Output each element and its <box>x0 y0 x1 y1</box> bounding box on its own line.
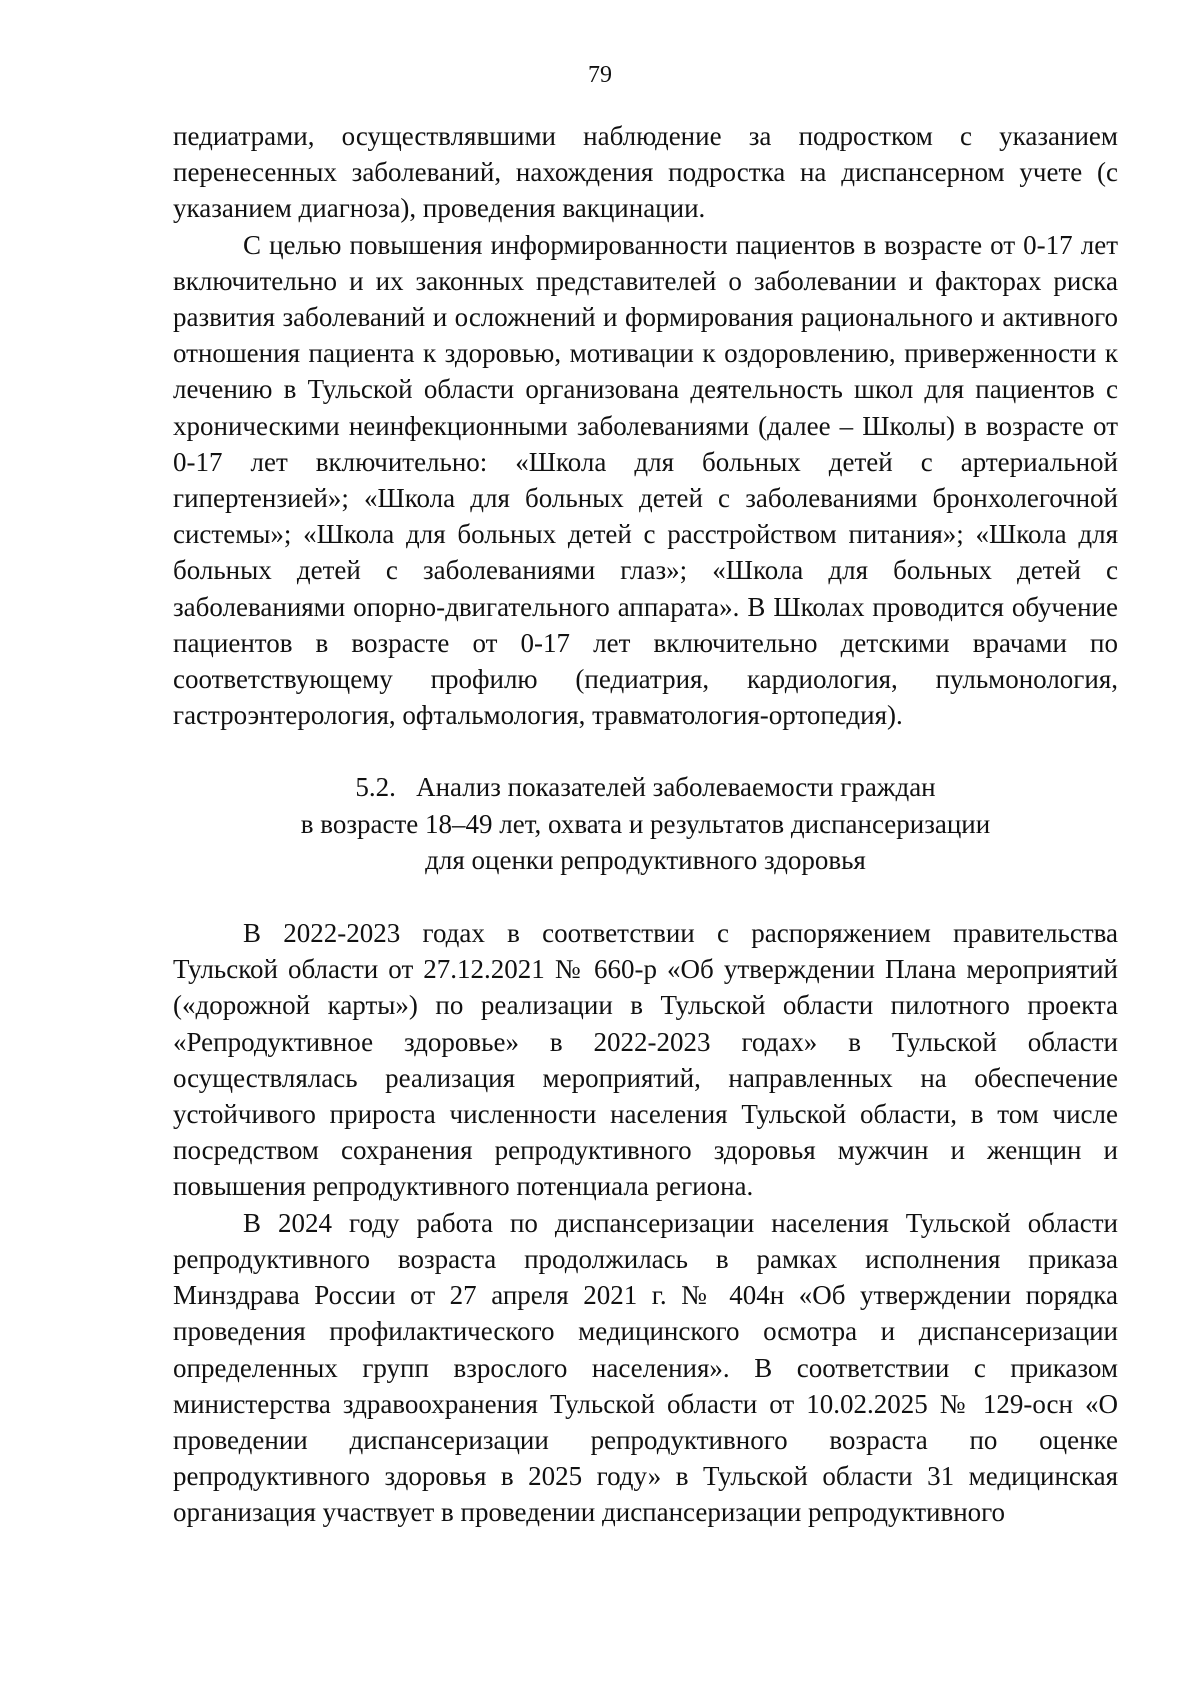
paragraph: С целью повышения информированности пациентов в возрасте от 0-17 лет включительно и их законных представителей о заболевании и факторах риска развития заболеваний и осложнений и формирования рационального и активного отношения пациента к здоровью, мотивации к оздоровлению, приверженности к лечению в Тульской области организована деятельность школ для пациентов с хроническими неинфекционными заболеваниями (далее – Школы) в возрасте от 0-17 лет включительно: «Школа для больных детей с артериальной гипертензией»; «Школа для больных детей с заболеваниями бронхолегочной системы»; «Школа для больных детей с расстройством питания»; «Школа для больных детей с заболеваниями глаз»; «Школа для больных детей с заболеваниями опорно-двигательного аппарата». В Школах проводится обучение пациентов в возрасте от 0-17 лет включительно детскими врачами по соответствующему профилю (педиатрия, кардиология, пульмонология, гастроэнтерология, офтальмология, травматология-ортопедия). <box>173 229 1118 731</box>
section-heading <box>173 769 1118 878</box>
paragraph: В 2022-2023 годах в соответствии с распоряжением правительства Тульской области от 27.12.2021 № 660-р «Об утверждении Плана мероприятий («дорожной карты») по реализации в Тульской области пилотного проекта «Репродуктивное здоровье» в 2022-2023 годах» в Тульской области осуществлялась реализация мероприятий, направленных на обеспечение устойчивого прироста численности населения Тульской области, в том числе посредством сохранения репродуктивного здоровья мужчин и женщин и повышения репродуктивного потенциала региона. <box>173 918 1118 1202</box>
section-heading-line: в возрасте 18–49 лет, охвата и результатов диспансеризации <box>300 808 991 839</box>
section-heading-line: для оценки репродуктивного здоровья <box>425 844 866 875</box>
section-heading-line: 5.2. Анализ показателей заболеваемости граждан <box>355 772 936 803</box>
paragraph: педиатрами, осуществлявшими наблюдение за подростком с указанием перенесенных заболеваний, нахождения подростка на диспансерном учете (с указанием диагноза), проведения вакцинации. <box>173 121 1118 224</box>
paragraph: В 2024 году работа по диспансеризации населения Тульской области репродуктивного возраста продолжилась в рамках исполнения приказа Минздрава России от 27 апреля 2021 г. № 404н «Об утверждении порядка проведения профилактического медицинского осмотра и диспансеризации определенных групп взрослого населения». В соответствии с приказом министерства здравоохранения Тульской области от 10.02.2025 № 129-осн «О проведении диспансеризации репродуктивного возраста по оценке репродуктивного здоровья в 2025 году» в Тульской области 31 медицинская организация участвует в проведении диспансеризации репродуктивного <box>173 1207 1118 1528</box>
page-number: 79 <box>588 62 612 88</box>
page-content <box>173 118 1118 1531</box>
